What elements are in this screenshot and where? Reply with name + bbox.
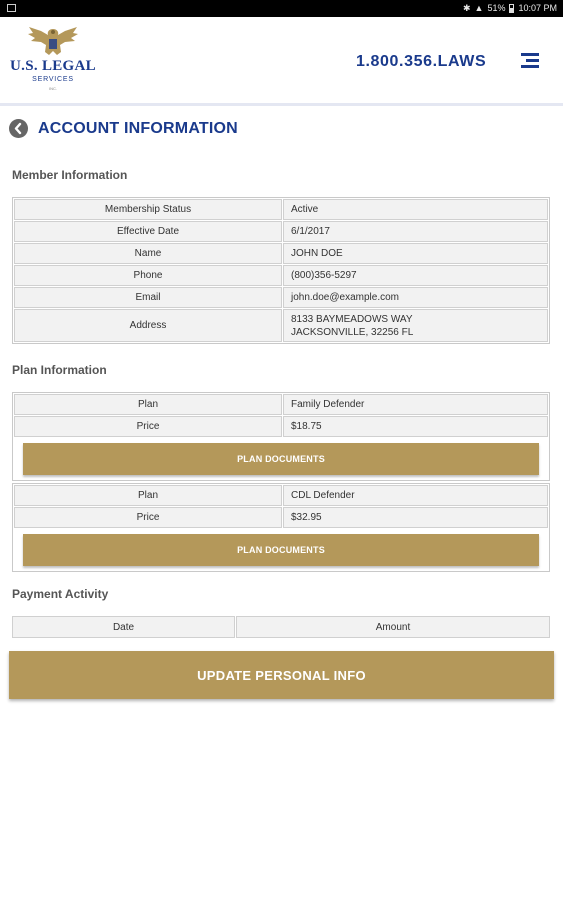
wifi-icon: ▲: [474, 3, 484, 13]
value-plan: CDL Defender: [283, 485, 548, 506]
table-row: [14, 394, 548, 415]
notification-icon: [7, 4, 16, 12]
label-effective-date: Effective Date: [14, 221, 282, 242]
label-phone: Phone: [14, 265, 282, 286]
payment-activity-heading: Payment Activity: [12, 587, 109, 601]
value-plan: Family Defender: [283, 394, 548, 415]
eagle-icon: [27, 25, 79, 57]
column-header-amount: Amount: [236, 616, 550, 638]
payment-table-header: [12, 616, 550, 638]
table-row: [14, 265, 548, 286]
table-row: [14, 309, 548, 342]
app-header: [0, 17, 563, 106]
value-membership-status: Active: [283, 199, 548, 220]
plan-info-heading: Plan Information: [12, 363, 107, 377]
address-line-1: 8133 BAYMEADOWS WAY: [291, 313, 413, 325]
status-bar: [0, 0, 563, 17]
column-header-date: Date: [12, 616, 235, 638]
phone-link[interactable]: 1.800.356.LAWS: [356, 53, 487, 70]
label-price: Price: [14, 507, 282, 528]
back-icon[interactable]: [9, 119, 28, 138]
plan-documents-button[interactable]: PLAN DOCUMENTS: [23, 443, 539, 475]
value-name: JOHN DOE: [283, 243, 548, 264]
member-info-table: [12, 197, 550, 344]
us-legal-logo[interactable]: [9, 25, 97, 95]
value-address: [283, 309, 548, 342]
label-plan: Plan: [14, 394, 282, 415]
label-name: Name: [14, 243, 282, 264]
label-address: Address: [14, 309, 282, 342]
value-price: $18.75: [283, 416, 548, 437]
value-email: john.doe@example.com: [283, 287, 548, 308]
table-row: [14, 485, 548, 506]
table-row: [14, 287, 548, 308]
table-row: [14, 507, 548, 528]
logo-title: U.S. LEGAL: [10, 58, 96, 74]
plan-documents-wrap: [14, 529, 548, 570]
bluetooth-icon: ✱: [462, 3, 471, 13]
label-membership-status: Membership Status: [14, 199, 282, 220]
table-row: [14, 243, 548, 264]
page-title: ACCOUNT INFORMATION: [38, 120, 238, 137]
value-effective-date: 6/1/2017: [283, 221, 548, 242]
update-personal-info-button[interactable]: UPDATE PERSONAL INFO: [9, 651, 554, 699]
clock: 10:07 PM: [518, 3, 557, 13]
plan-card: [12, 483, 550, 572]
battery-percent: 51%: [487, 3, 506, 13]
value-price: $32.95: [283, 507, 548, 528]
logo-tiny: INC.: [49, 86, 57, 91]
logo-subtitle: SERVICES: [32, 76, 74, 83]
battery-icon: [509, 4, 514, 13]
table-row: [14, 199, 548, 220]
plan-card: [12, 392, 550, 481]
menu-icon[interactable]: [521, 53, 539, 69]
value-phone: (800)356-5297: [283, 265, 548, 286]
label-plan: Plan: [14, 485, 282, 506]
table-row: [14, 416, 548, 437]
plan-documents-wrap: [14, 438, 548, 479]
member-info-heading: Member Information: [12, 168, 128, 182]
address-line-2: JACKSONVILLE, 32256 FL: [291, 326, 414, 338]
table-row: [14, 221, 548, 242]
label-email: Email: [14, 287, 282, 308]
label-price: Price: [14, 416, 282, 437]
plan-documents-button[interactable]: PLAN DOCUMENTS: [23, 534, 539, 566]
